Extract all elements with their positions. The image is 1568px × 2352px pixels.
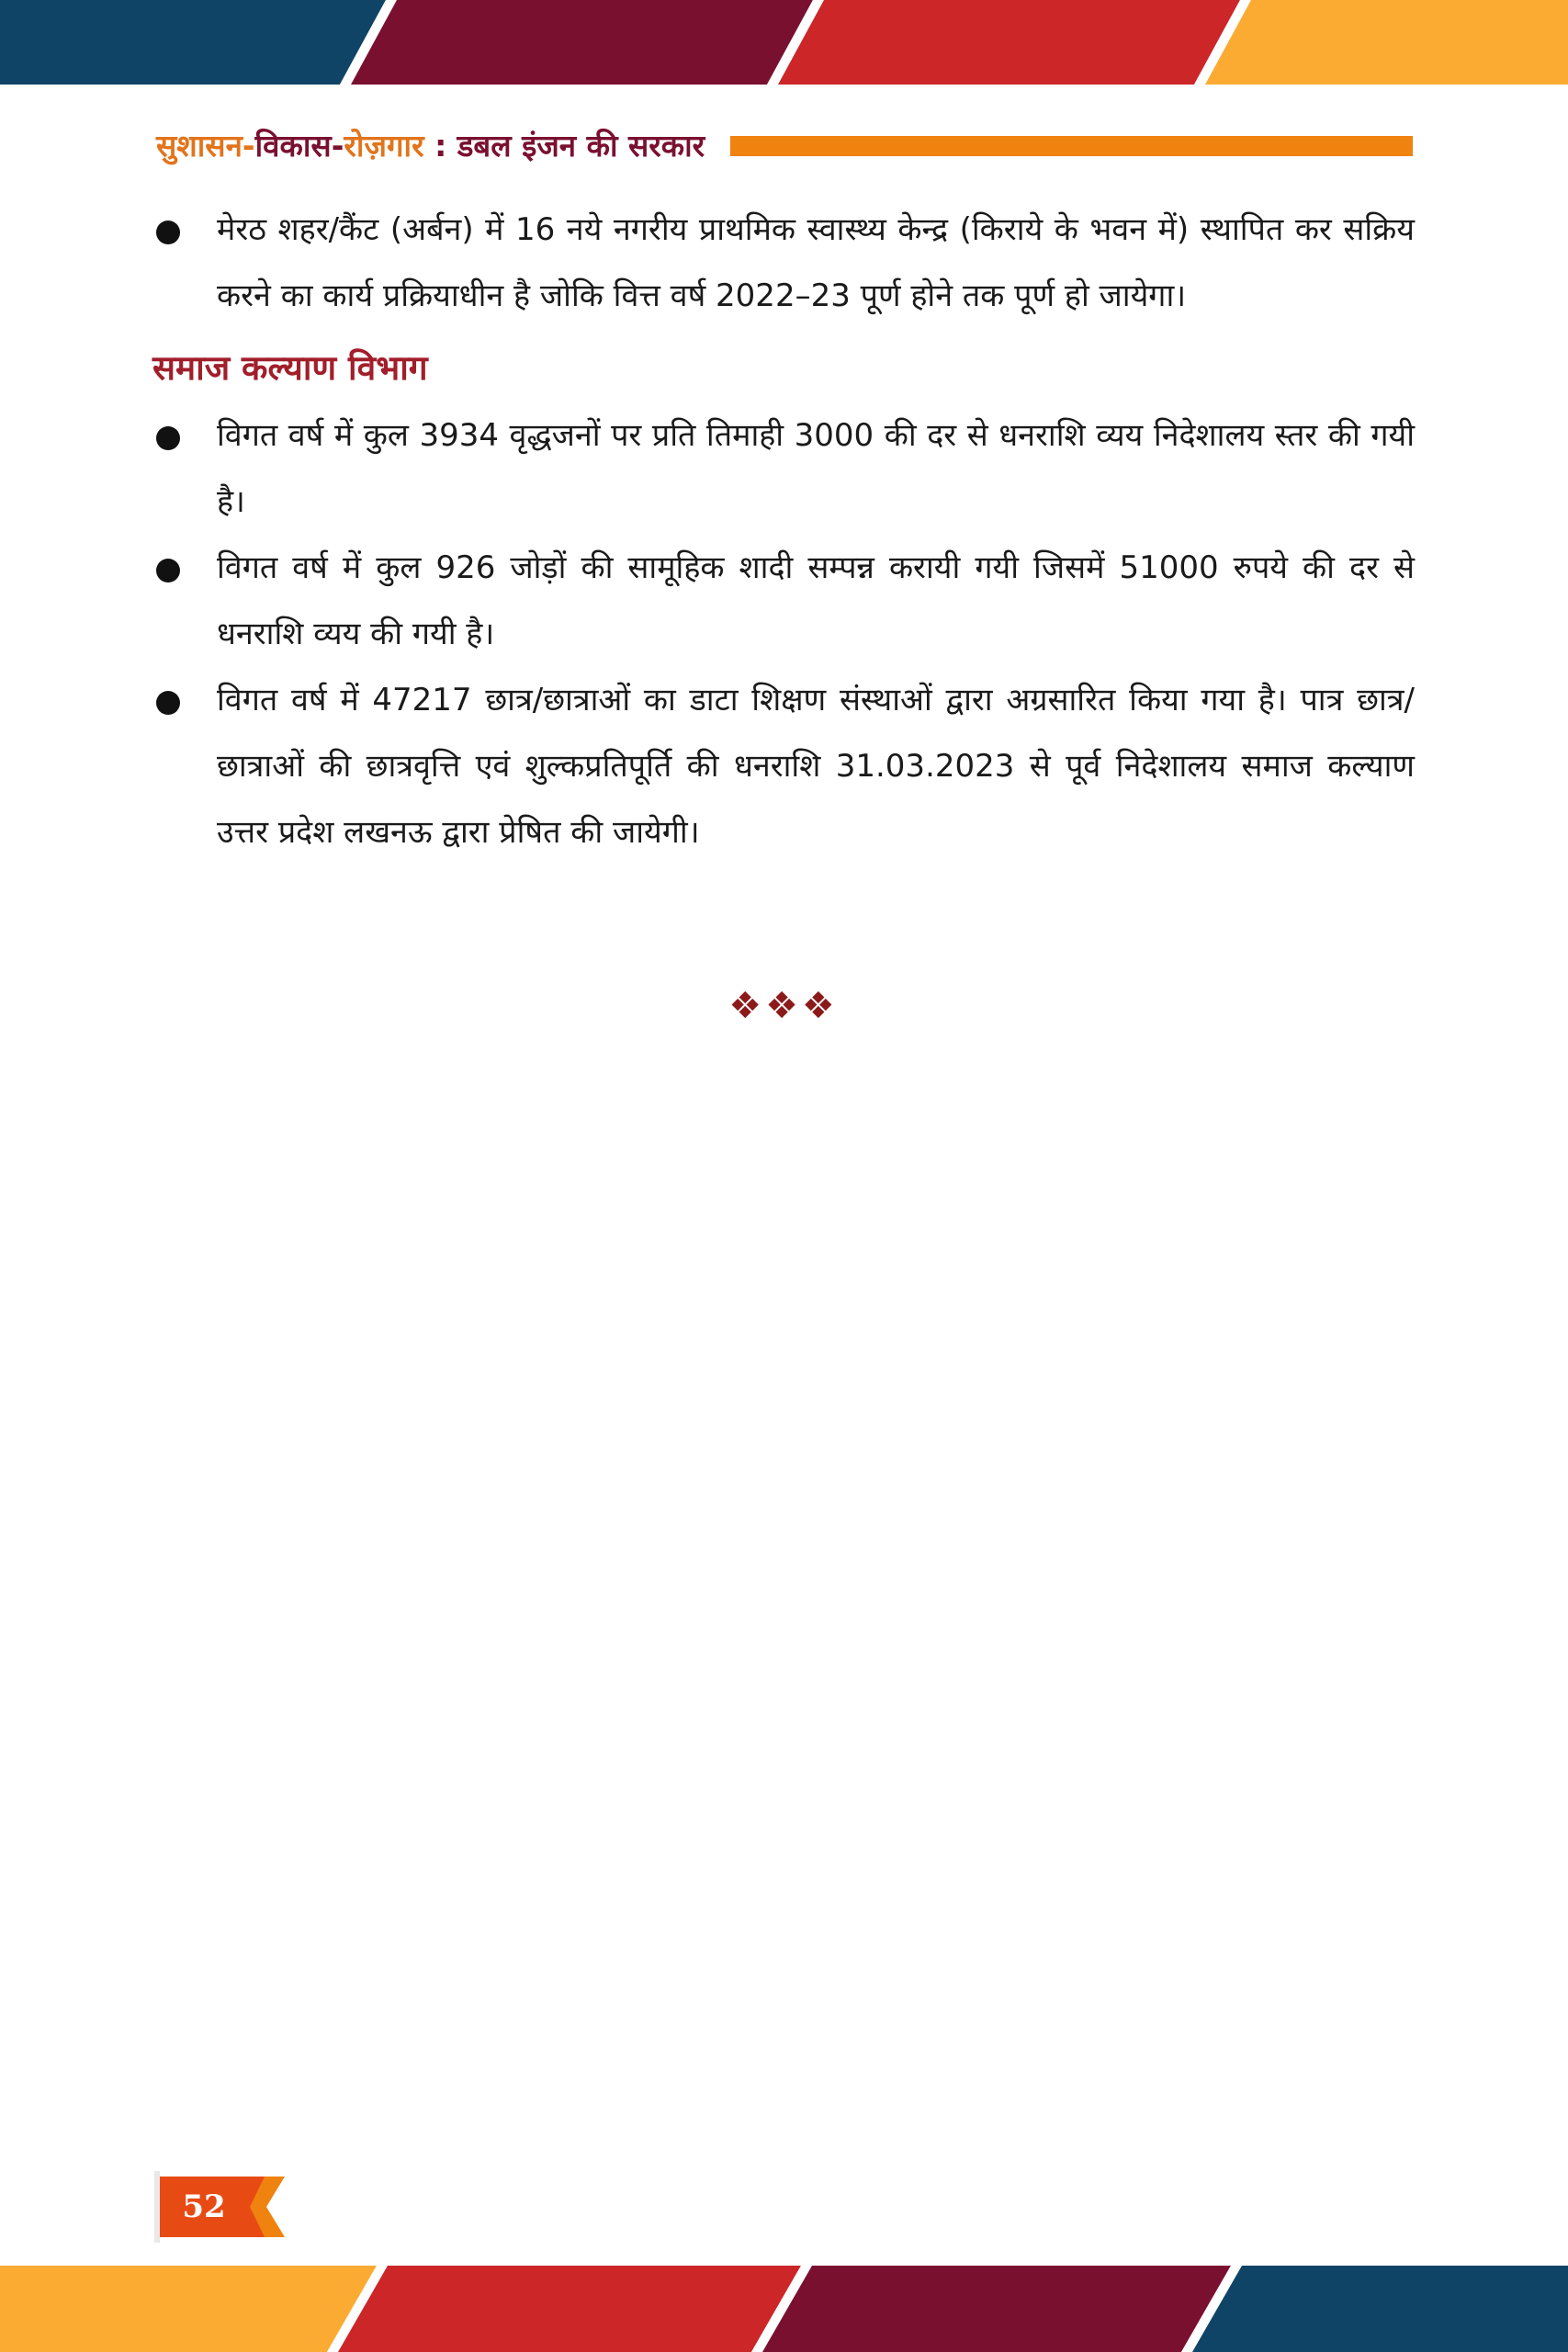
bullet-icon	[156, 691, 180, 715]
running-head-rule	[730, 136, 1413, 156]
title-part-vikas: विकास-	[254, 128, 344, 164]
list-item	[152, 402, 1415, 535]
top-color-band	[0, 0, 1568, 85]
page-number: 52	[182, 2188, 226, 2225]
bullet-text: विगत वर्ष में कुल 926 जोड़ों की सामूहिक शादी सम्पन्न करायी गयी जिसमें 51000 रुपये की दर से धनराशि व्यय की गयी है।	[217, 549, 1415, 652]
title-part-sushasan: सुशासन-	[156, 128, 255, 164]
bullet-text: विगत वर्ष में कुल 3934 वृद्धजनों पर प्रति तिमाही 3000 की दर से धनराशि व्यय निदेशालय स्तर की गयी है।	[217, 417, 1415, 520]
bottom-color-band	[0, 2266, 1568, 2352]
list-item	[152, 535, 1415, 667]
list-item	[152, 197, 1415, 329]
page-content	[152, 197, 1415, 865]
running-head-title	[156, 123, 705, 169]
list-item	[152, 667, 1415, 865]
title-part-rozgar: रोज़गार	[344, 128, 424, 164]
section-end-ornament-icon: ❖❖❖	[728, 985, 839, 1027]
bullet-icon	[156, 220, 180, 244]
page-number-tab	[154, 2171, 285, 2243]
bullet-text: विगत वर्ष में 47217 छात्र/छात्राओं का डाटा शिक्षण संस्थाओं द्वारा अग्रसारित किया गया है। पात्र छात्र/छात्राओं की छात्रवृत्ति एवं शुल्कप्रतिपूर्ति की धनराशि 31.03.2023 से पूर्व निदेशालय समाज कल्याण उत्तर प्रदेश लखनऊ द्वारा प्रेषित की जायेगी।	[217, 682, 1415, 851]
bullet-icon	[156, 426, 180, 450]
section-heading: समाज कल्याण विभाग	[152, 348, 428, 388]
title-part-double-engine: : डबल इंजन की सरकार	[423, 128, 705, 164]
bullet-text: मेरठ शहर/कैंट (अर्बन) में 16 नये नगरीय प्राथमिक स्वास्थ्य केन्द्र (किराये के भवन में) स्थापित कर सक्रिय करने का कार्य प्रक्रियाधीन है जोकि वित्त वर्ष 2022–23 पूर्ण होने तक पूर्ण हो जायेगा।	[217, 211, 1415, 314]
bullet-icon	[156, 559, 180, 582]
